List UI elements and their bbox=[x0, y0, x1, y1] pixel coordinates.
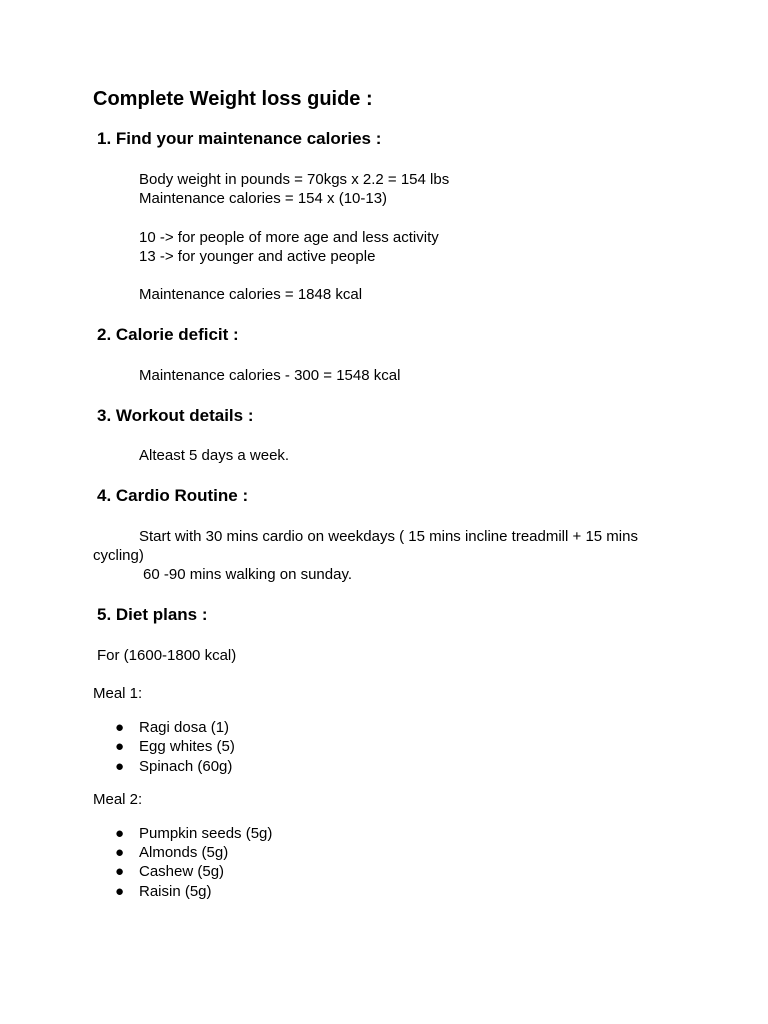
meal-2-label: Meal 2: bbox=[93, 791, 143, 808]
diet-calorie-range: For (1600-1800 kcal) bbox=[97, 647, 237, 664]
section-5-heading: 5. Diet plans : bbox=[97, 605, 208, 624]
section-4-text: Start with 30 mins cardio on weekdays ( 15 mins incline treadmill + 15 mins bbox=[139, 528, 638, 545]
list-item: Egg whites (5) bbox=[139, 738, 235, 755]
section-1-text: 10 -> for people of more age and less activity bbox=[139, 229, 439, 246]
list-item: Pumpkin seeds (5g) bbox=[139, 825, 273, 842]
bullet-icon: ● bbox=[115, 758, 125, 775]
bullet-icon: ● bbox=[115, 883, 125, 900]
bullet-icon: ● bbox=[115, 844, 125, 861]
section-3-text: Alteast 5 days a week. bbox=[139, 447, 290, 464]
bullet-icon: ● bbox=[115, 825, 125, 842]
section-1-heading: 1. Find your maintenance calories : bbox=[97, 129, 382, 148]
meal-1-label: Meal 1: bbox=[93, 685, 143, 702]
bullet-icon: ● bbox=[115, 863, 125, 880]
section-4-text: 60 -90 mins walking on sunday. bbox=[143, 566, 353, 583]
bullet-icon: ● bbox=[115, 738, 125, 755]
list-item: Ragi dosa (1) bbox=[139, 719, 230, 736]
section-1-text: Body weight in pounds = 70kgs x 2.2 = 154 lbs bbox=[139, 171, 450, 188]
section-4-text: cycling) bbox=[93, 547, 144, 564]
section-1-text: 13 -> for younger and active people bbox=[139, 248, 376, 265]
list-item: Raisin (5g) bbox=[139, 883, 212, 900]
bullet-icon: ● bbox=[115, 719, 125, 736]
section-1-text: Maintenance calories = 154 x (10-13) bbox=[139, 190, 388, 207]
page-title: Complete Weight loss guide : bbox=[93, 88, 373, 110]
section-2-text: Maintenance calories - 300 = 1548 kcal bbox=[139, 367, 401, 384]
section-1-text: Maintenance calories = 1848 kcal bbox=[139, 286, 363, 303]
list-item: Spinach (60g) bbox=[139, 758, 233, 775]
list-item: Almonds (5g) bbox=[139, 844, 229, 861]
section-3-heading: 3. Workout details : bbox=[97, 406, 254, 425]
section-2-heading: 2. Calorie deficit : bbox=[97, 325, 239, 344]
section-4-heading: 4. Cardio Routine : bbox=[97, 486, 249, 505]
list-item: Cashew (5g) bbox=[139, 863, 225, 880]
